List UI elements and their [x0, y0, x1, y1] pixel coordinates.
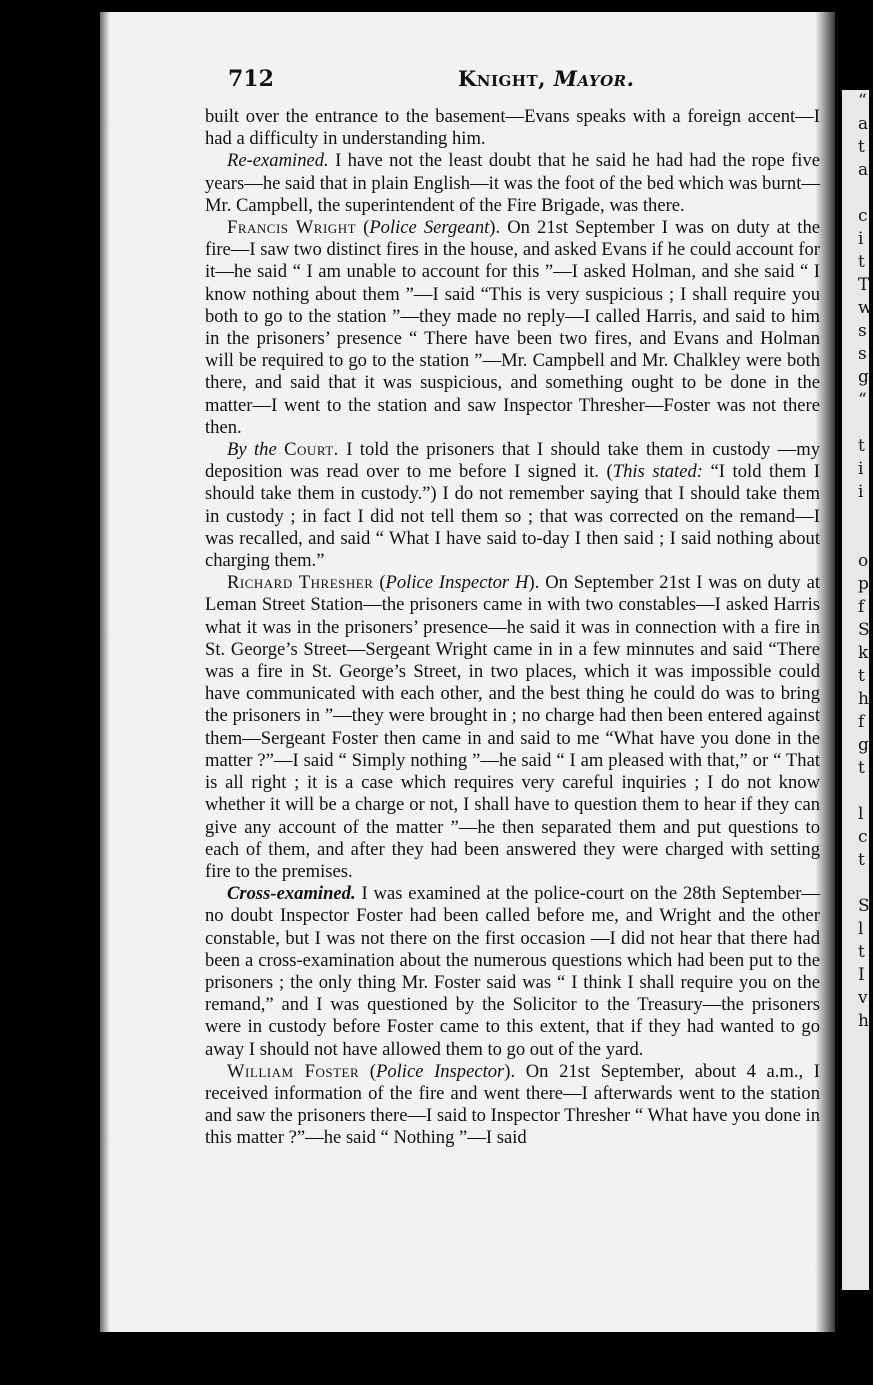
- paragraph-lead: By the: [227, 439, 277, 461]
- facing-page-fragment: t: [858, 252, 865, 272]
- paragraph-italic: This stated:: [612, 461, 703, 483]
- facing-page-fragment: f: [858, 712, 865, 732]
- paragraph-text: I told the prisoners that I should take them in custody —my deposition was read over to me before I signed it.: [205, 439, 821, 483]
- paragraph-lead: Cross-examined.: [227, 883, 356, 905]
- witness-role: Police Sergeant: [369, 217, 490, 239]
- facing-page-fragment: [842, 872, 869, 895]
- facing-page-fragment: t: [858, 942, 865, 962]
- page-body: [205, 106, 820, 1150]
- gutter-shadow: [100, 12, 110, 1332]
- facing-page-fragment: o: [858, 551, 869, 571]
- witness-role: Police Inspector: [375, 1060, 505, 1082]
- running-head-name: Knight,: [458, 66, 546, 91]
- facing-page-fragment: t: [858, 850, 865, 870]
- witness-role: Police Inspector H: [385, 572, 529, 594]
- facing-page-fragment: [842, 780, 869, 803]
- paragraph-text: I have not the least doubt that he said he had had the rope five years—he said that in plain English—it was the foot of the bed which was burnt—Mr. Campbell, the superintendent of the Fire Brigade, was there.: [205, 150, 820, 216]
- paragraph: Richard Thresher (Police Inspector H). On September 21st I was on duty at Leman Street Station—the prisoners came in with two constables—I asked Harris what it was in the prisoners’ presence—he said it was in connection with a fire in St. George’s Street—Sergeant Wright came in in a few minnutes and said “There was a fire in St. George’s Street, in two places, which it was impossible could have communicated with each other, and the best thing he could do was to bring the prisoners in ”—they were brought in ; no charge had then been entered against them—Sergeant Foster then came in and said to me “What have you done in the matter ?”—I said “ Simply nothing ”—he said “ I am pleased with that,” or “ That is all right ; it is a case which requires very careful inquiries ; I do not know whether it will be a charge or not, I shall have to question them to hear if they can give any account of the matter ”—he then separated them and put questions to each of them, and after they had been answered they were charged with setting fire to the premises.: [205, 572, 821, 882]
- facing-page-fragment: g: [858, 735, 869, 755]
- page-header: [228, 66, 828, 96]
- facing-page-fragment: i: [858, 459, 864, 479]
- facing-page-fragment: c: [858, 827, 868, 847]
- page-number: 712: [228, 66, 274, 92]
- paragraph-lead: Re-examined.: [227, 150, 329, 172]
- facing-page-fragment: i: [858, 229, 864, 249]
- facing-page-fragment: “: [858, 390, 867, 410]
- facing-page-fragment: h: [858, 689, 869, 709]
- facing-page-fragment: k: [858, 643, 869, 663]
- paragraph-text: built over the entrance to the basement—Evans speaks with a foreign accent—I had a difficulty in understanding him.: [205, 106, 820, 150]
- facing-page-fragment: t: [858, 758, 865, 778]
- paragraph: By the Court. I told the prisoners that I should take them in custody —my deposition was read over to me before I signed it. (This stated: “I told them I should take them in custody.”) I do not remember saying that I should take them in custody ; in fact I did not tell them so ; that was corrected on the remand—I was recalled, and said “ What I have said to-day I then said ; I said nothing about charging them.”: [205, 439, 821, 572]
- facing-page-fragment: l: [858, 919, 864, 939]
- facing-page-fragment: [842, 504, 869, 527]
- paragraph-text: . On 21st September I was on duty at the fire—I saw two distinct fires in the house, and asked Evans if he could account for it—he said “ I am unable to account for this ”—I asked Holman, and she said “ I know nothing about them ”—I said “This is very suspicious ; I shall require you both to go to the station ”—they made no reply—I called Harris, and said to him in the prisoners’ presence “ There have been two fires, and Evans and Holman will be required to go to the station ”—Mr. Campbell and Mr. Chalkley were both there, and said that it was suspicious, and something ought to be done in the matter—I went to the station and saw Inspector Thresher—Foster was not there then.: [205, 217, 820, 438]
- facing-page-fragment: S: [858, 896, 870, 916]
- paragraph: [205, 106, 820, 150]
- facing-page-fragment: S: [858, 620, 870, 640]
- facing-page-fragment: s: [858, 344, 867, 364]
- facing-page-fragment: f: [858, 597, 865, 617]
- running-head: [458, 66, 634, 91]
- facing-page-fragment: [842, 527, 869, 550]
- facing-page-fragment: t: [858, 436, 865, 456]
- facing-page-fragment: t: [858, 666, 865, 686]
- paragraph: [205, 150, 820, 217]
- paragraph-text: . On 21st September, about 4 a.m., I received information of the fire and went there—I afterwards went to the station and saw the prisoners there—I said to Inspector Thresher “ What have you done in this matter ?”—he said “ Nothing ”—I said: [205, 1060, 820, 1149]
- paragraph-text-2: “I told them I should take them in custody.”) I do not remember saying that I should take them in custody ; in fact I did not tell them so ; that was corrected on the remand—I was recalled, and said “ What I have said to-day I then said ; I said nothing about charging them.”: [205, 461, 821, 572]
- facing-page-fragment: a: [858, 114, 869, 134]
- facing-page-fragment: s: [858, 321, 867, 341]
- witness-name: Richard Thresher: [227, 572, 374, 594]
- facing-page-fragment: t: [858, 137, 865, 157]
- witness-name: William Foster: [227, 1060, 360, 1082]
- facing-page-fragment: h: [858, 1011, 869, 1031]
- facing-page-fragment: [842, 412, 869, 435]
- facing-page-fragment: a: [858, 160, 869, 180]
- paragraph: [205, 883, 820, 1061]
- facing-page-fragment: “: [858, 91, 867, 111]
- facing-page-fragment: g: [858, 367, 869, 387]
- facing-page-fragment: c: [858, 206, 868, 226]
- paragraph: Francis Wright (Police Sergeant). On 21st September I was on duty at the fire—I saw two distinct fires in the house, and asked Evans if he could account for it—he said “ I am unable to account for this ”—I asked Holman, and she said “ I know nothing about them ”—I said “This is very suspicious ; I shall require you both to go to the station ”—they made no reply—I called Harris, and said to him in the prisoners’ presence “ There have been two fires, and Evans and Holman will be required to go to the station ”—Mr. Campbell and Mr. Chalkley were both there, and said that it was suspicious, and something ought to be done in the matter—I went to the station and saw Inspector Thresher—Foster was not there then.: [205, 217, 820, 438]
- paragraph-text: I was examined at the police-court on the 28th September—no doubt Inspector Foster had been called before me, and Wright and the other constable, but I was not there on the first occasion —I did not hear that there had been a cross-examination about the numerous questions which had been put to the prisoners ; the only thing Mr. Foster said was “ I think I shall require you on the remand,” and I was questioned by the Solicitor to the Treasury—the prisoners were in custody before Foster came to this extent, that if they had wanted to go away I should not have allowed them to go out of the yard.: [205, 883, 820, 1060]
- facing-page-fragment: i: [858, 482, 864, 502]
- facing-page-fragment: [842, 182, 869, 205]
- facing-page-fragment: I: [858, 965, 865, 985]
- paragraph-text: . On September 21st I was on duty at Leman Street Station—the prisoners came in with two constables—I asked Harris what it was in the prisoners’ presence—he said it was in connection with a fire in St. George’s Street—Sergeant Wright came in in a few minnutes and said “There was a fire in St. George’s Street, in two places, which it was impossible could have communicated with each other, and the best thing he could do was to bring the prisoners in ”—they were brought in ; no charge had then been entered against them—Sergeant Foster then came in and said to me “What have you done in the matter ?”—I said “ Simply nothing ”—he said “ I am pleased with that,” or “ That is all right ; it is a case which requires very careful inquiries ; I do not know whether it will be a charge or not, I shall have to question them to hear if they can give any account of the matter ”—he then separated them and put questions to each of them, and after they had been answered they were charged with setting fire to the premises.: [205, 572, 821, 882]
- facing-page-fragment: w: [858, 298, 873, 318]
- witness-name: Francis Wright: [227, 217, 357, 239]
- running-head-title: Mayor.: [553, 66, 635, 91]
- paragraph: William Foster (Police Inspector). On 21st September, about 4 a.m., I received information of the fire and went there—I afterwards went to the station and saw the prisoners there—I said to Inspector Thresher “ What have you done in this matter ?”—he said “ Nothing ”—I said: [205, 1060, 820, 1149]
- facing-page-fragment: l: [858, 804, 864, 824]
- facing-page-fragment: T: [858, 275, 870, 295]
- facing-page-edge: [842, 90, 873, 1290]
- paragraph-lead-court: Court.: [284, 439, 339, 461]
- facing-page-fragment: v: [858, 988, 868, 1008]
- facing-page-fragment: p: [858, 574, 869, 594]
